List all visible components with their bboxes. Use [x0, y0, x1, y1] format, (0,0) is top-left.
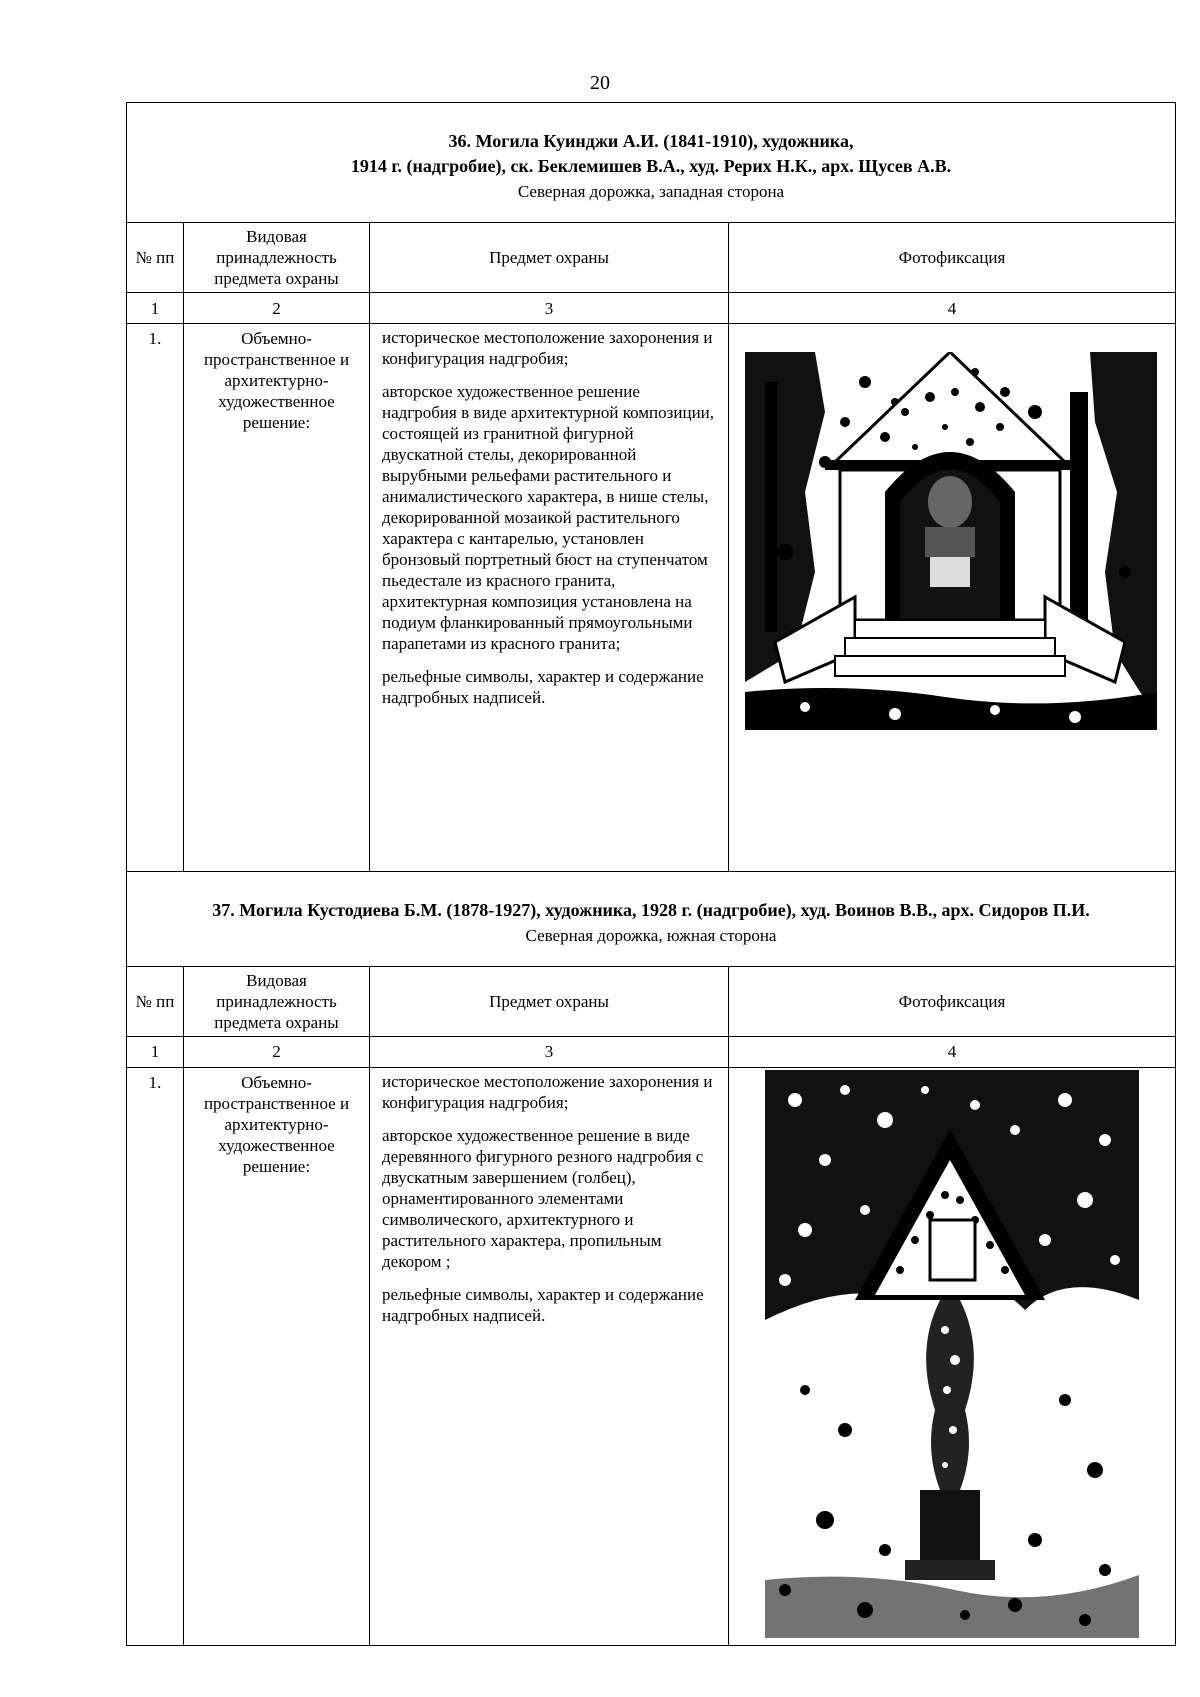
subject-item: рельефные символы, характер и содержание надгробных надписей.	[382, 667, 704, 707]
row-photo	[729, 1067, 1176, 1645]
row-number: 1.	[127, 324, 184, 872]
index-4: 4	[729, 1036, 1176, 1067]
section-table-37	[126, 871, 1176, 1646]
section-table-36	[126, 102, 1176, 872]
subject-item: авторское художественное решение надгробия в виде архитектурной композиции, состоящей из гранитной фигурной двускатной стелы, декорированной вырубными рельефами растительного и анималистического характера, в нише стелы, декорированной мозаикой растительного характера с кантарелью, установлен бронзовый портретный бюст на ступенчатом пьедестале из красного гранита, архитектурная композиция установлена на подиум фланкированный прямоугольными парапетами из красного гранита;	[382, 382, 715, 653]
header-subject: Предмет охраны	[370, 966, 729, 1036]
protection-table-sheet	[126, 102, 1175, 1646]
row-subject	[370, 1067, 729, 1645]
subject-item: историческое местоположение захоронения и конфигурация надгробия;	[382, 328, 713, 368]
row-number: 1.	[127, 1067, 184, 1645]
header-kind: Видовая принадлежность предмета охраны	[184, 223, 370, 293]
subject-item: рельефные символы, характер и содержание надгробных надписей.	[382, 1284, 704, 1325]
index-1: 1	[127, 293, 184, 324]
header-subject: Предмет охраны	[370, 223, 729, 293]
index-2: 2	[184, 1036, 370, 1067]
header-photo: Фотофиксация	[729, 966, 1176, 1036]
section-location: Северная дорожка, южная сторона	[525, 925, 777, 945]
subject-item: авторское художественное решение в виде деревянного фигурного резного надгробия с двускатным завершением (голбец), орнаментированного элементами символического, архитектурного и растительного характера, пропильным декором ;	[382, 1125, 704, 1271]
tombstone-photo-kuindzhi	[745, 352, 1157, 735]
index-1: 1	[127, 1036, 184, 1067]
index-3: 3	[370, 293, 729, 324]
section-title-line-1: 37. Могила Кустодиева Б.М. (1878-1927), художника, 1928 г. (надгробие), худ. Воинов В.В., арх. Сидоров П.И.	[212, 899, 1090, 920]
section-title-line-2: 1914 г. (надгробие), ск. Беклемишев В.А., худ. Рерих Н.К., арх. Щусев А.В.	[350, 156, 952, 176]
index-2: 2	[184, 293, 370, 324]
row-kind: Объемно-пространственное и архитектурно-художественное решение:	[184, 324, 370, 872]
index-4: 4	[729, 293, 1176, 324]
page-number: 20	[590, 72, 610, 94]
index-3: 3	[370, 1036, 729, 1067]
row-kind: Объемно-пространственное и архитектурно-художественное решение:	[184, 1067, 370, 1645]
header-photo: Фотофиксация	[729, 223, 1176, 293]
row-photo	[729, 324, 1176, 872]
row-subject	[370, 324, 729, 872]
header-kind: Видовая принадлежность предмета охраны	[184, 966, 370, 1036]
section-title-line-1: 36. Могила Куинджи А.И. (1841-1910), художника,	[448, 131, 854, 151]
tombstone-photo-kustodiev	[765, 1070, 1139, 1643]
subject-item: историческое местоположение захоронения и конфигурация надгробия;	[382, 1071, 713, 1112]
section-title	[127, 103, 1176, 223]
header-no: № пп	[127, 966, 184, 1036]
header-no: № пп	[127, 223, 184, 293]
section-location: Северная дорожка, западная сторона	[517, 182, 785, 201]
section-title	[127, 871, 1176, 966]
